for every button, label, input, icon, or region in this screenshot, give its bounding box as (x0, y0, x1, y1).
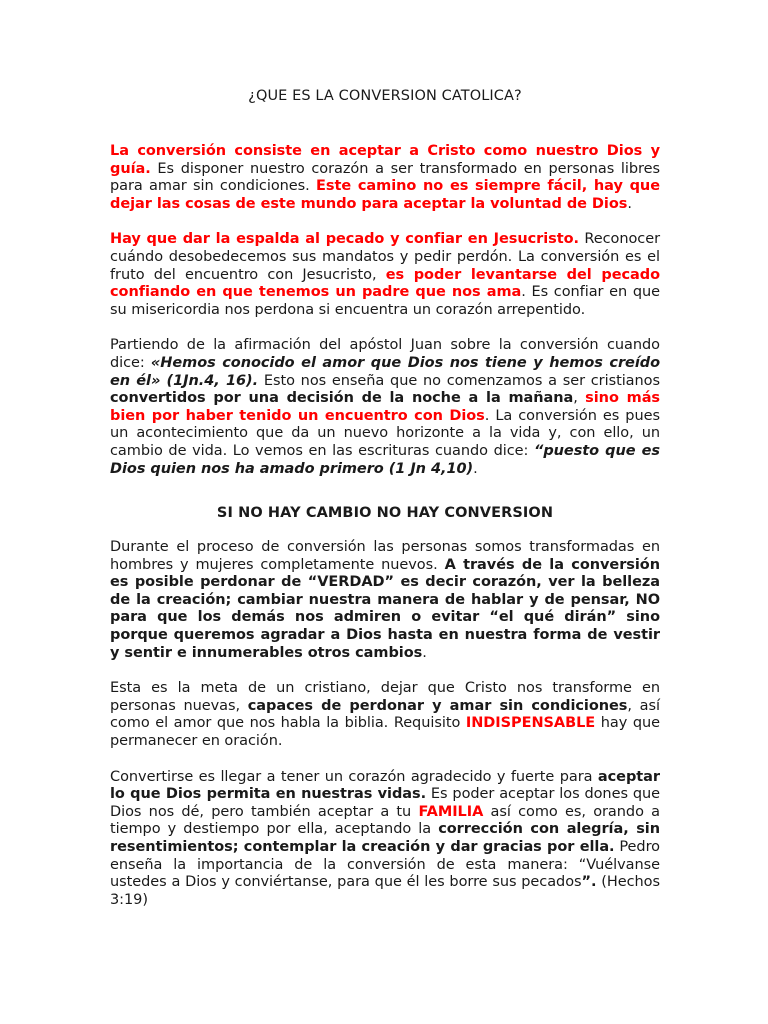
paragraph-2 (110, 231, 660, 319)
text-run: Durante el proceso de conversión las personas somos transformadas en hombres y mujeres completamente nuevos. (110, 539, 660, 573)
text-run: “puesto que es Dios quien nos ha amado primero (1 Jn 4,10) (110, 442, 660, 477)
text-run: (Hechos 3:19) (110, 874, 660, 908)
text-run: Reconocer cuándo desobedecemos sus mandatos y pedir perdón. La conversión es el fruto del encuentro con Jesucristo, (110, 231, 661, 283)
text-run: Esto nos enseña que no comenzamos a ser cristianos (258, 372, 660, 389)
text-run: Este camino no es siempre fácil, hay que dejar las cosas de este mundo para aceptar la voluntad de Dios (110, 178, 660, 212)
text-run: convertidos por una decisión de la noche a la mañana (110, 390, 574, 407)
text-run: . (473, 460, 478, 477)
text-run: Convertirse es llegar a tener un corazón agradecido y fuerte para (110, 768, 598, 785)
document-title: ¿QUE ES LA CONVERSION CATOLICA? (248, 88, 522, 104)
text-run: Hay que dar la espalda al pecado y confiar en Jesucristo. (110, 231, 580, 248)
text-run: INDISPENSABLE (465, 715, 596, 732)
text-run: FAMILIA (418, 803, 484, 820)
text-run: así como es, orando a tiempo y destiempo por ella, aceptando la (110, 803, 660, 838)
paragraph-1 (110, 143, 660, 213)
text-run: Es poder aceptar los dones que Dios nos dé, pero también aceptar a tu (110, 786, 660, 820)
text-run: , (573, 390, 586, 407)
section-heading: SI NO HAY CAMBIO NO HAY CONVERSION (216, 505, 554, 522)
text-run: A través de la conversión es posible perdonar de “VERDAD” es decir corazón, ver la belleza de la creación; cambiar nuestra manera de hablar y de pensar, NO para que los demás nos admiren o evitar “el qué dirán” sino porque queremos agradar a Dios hasta en nuestra forma de vestir y sentir e innumerables otros cambios (110, 556, 660, 661)
text-run: ”. (581, 874, 597, 891)
text-run: , así como el amor que nos habla la biblia. Requisito (110, 697, 660, 732)
text-run: aceptar lo que Dios permita en nuestras vidas. (110, 768, 660, 803)
text-run: . (627, 195, 632, 212)
text-run: Pedro enseña la importancia de la conversión de esta manera: “Vuélvanse ustedes a Dios y conviértanse, para que él les borre sus pecados (110, 839, 660, 891)
paragraph-6 (110, 769, 660, 910)
text-run: Partiendo de la afirmación del apóstol Juan sobre la conversión cuando dice: (110, 337, 660, 371)
text-run: . (422, 644, 427, 661)
text-run: Esta es la meta de un cristiano, dejar que Cristo nos transforme en personas nuevas, (110, 680, 660, 714)
text-run: . Es confiar en que su misericordia nos perdona si encuentra un corazón arrepentido. (110, 284, 660, 318)
text-run: hay que permanecer en oración. (110, 715, 660, 750)
text-run: capaces de perdonar y amar sin condiciones (247, 697, 628, 714)
text-run: sino más bien por haber tenido un encuentro con Dios (110, 390, 661, 424)
text-run: corrección con alegría, sin resentimientos; contemplar la creación y dar gracias por ella. (110, 821, 660, 855)
text-run: «Hemos conocido el amor que Dios nos tiene y hemos creído en él» (1Jn.4, 16). (110, 354, 660, 389)
paragraph-3 (110, 337, 660, 478)
text-run: La conversión consiste en aceptar a Cristo como nuestro Dios y guía. (110, 143, 660, 177)
text-run: . La conversión es pues un acontecimiento que da un nuevo horizonte a la vida y, con ello, un cambio de vida. Lo vemos en las escrituras cuando dice: (110, 407, 660, 459)
paragraph-4 (110, 539, 660, 662)
paragraph-5 (110, 680, 660, 750)
text-run: es poder levantarse del pecado confiando en que tenemos un padre que nos ama (110, 266, 661, 301)
text-run: Es disponer nuestro corazón a ser transformado en personas libres para amar sin condiciones. (110, 160, 660, 195)
